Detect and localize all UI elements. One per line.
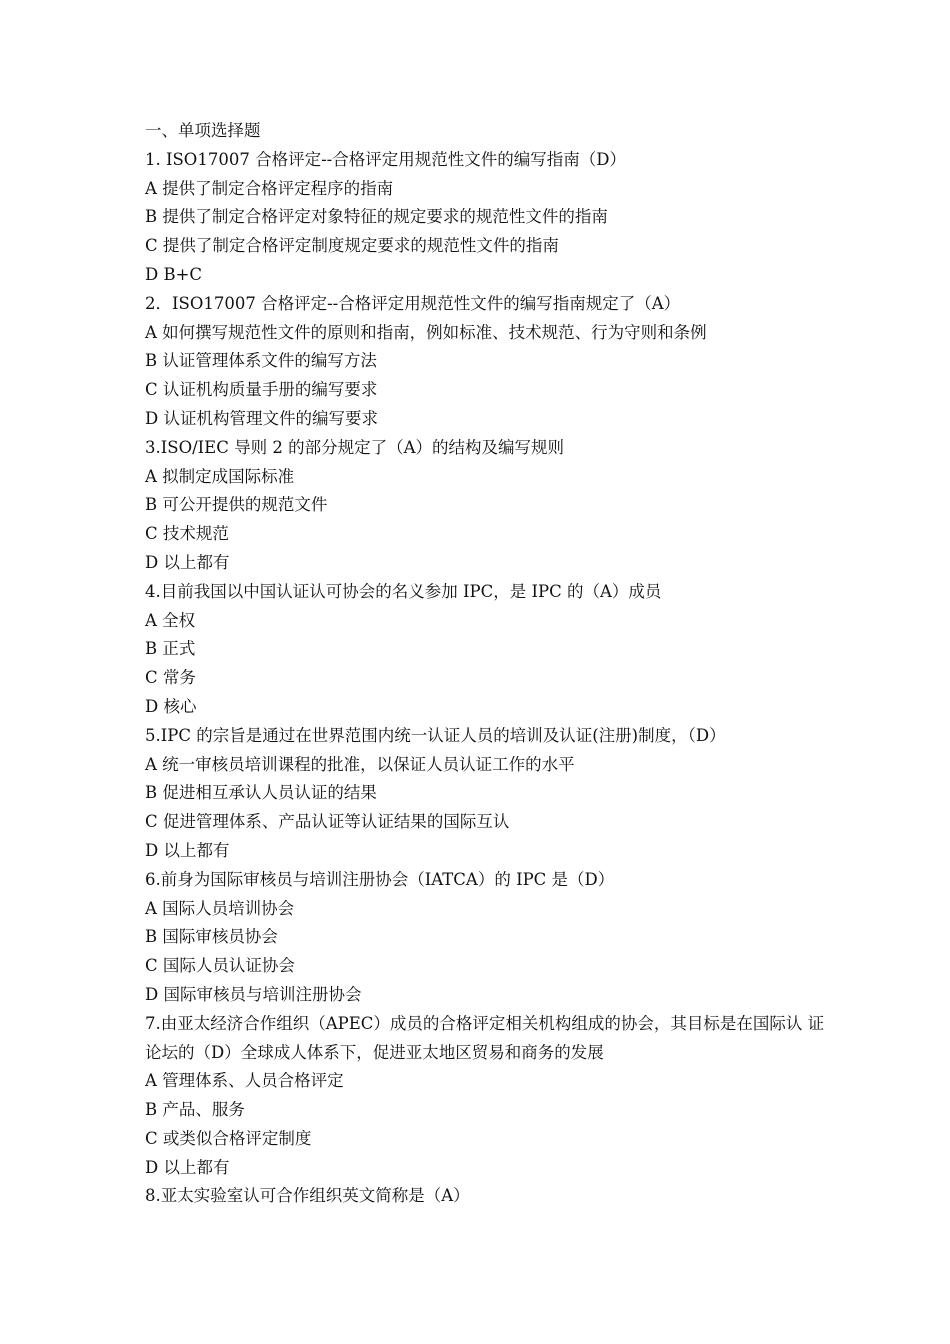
question-8 — [145, 1182, 845, 1211]
question-stem: 4.目前我国以中国认证认可协会的名义参加 IPC，是 IPC 的（A）成员 — [145, 581, 662, 601]
option-a: A 提供了制定合格评定程序的指南 — [145, 178, 394, 198]
question-2 — [145, 290, 845, 434]
option-d: D 以上都有 — [145, 840, 230, 860]
option-b: B 可公开提供的规范文件 — [145, 495, 328, 515]
option-b: B 促进相互承认人员认证的结果 — [145, 783, 377, 803]
question-stem: 3.ISO/IEC 导则 2 的部分规定了（A）的结构及编写规则 — [145, 437, 564, 457]
question-stem: 7.由亚太经济合作组织（APEC）成员的合格评定相关机构组成的协会，其目标是在国际认 证论坛的（D）全球成人体系下，促进亚太地区贸易和商务的发展 — [145, 1013, 825, 1062]
option-d: D 以上都有 — [145, 1157, 230, 1177]
question-stem: 1. ISO17007 合格评定--合格评定用规范性文件的编写指南（D） — [145, 149, 626, 169]
option-d: D 国际审核员与培训注册协会 — [145, 984, 362, 1004]
question-3 — [145, 434, 845, 578]
option-c: C 常务 — [145, 668, 196, 688]
option-c: C 技术规范 — [145, 524, 229, 544]
option-a: A 全权 — [145, 610, 196, 630]
option-d: D 认证机构管理文件的编写要求 — [145, 408, 378, 428]
option-c: C 或类似合格评定制度 — [145, 1128, 312, 1148]
option-b: B 正式 — [145, 639, 196, 659]
question-7 — [145, 1010, 845, 1183]
option-c: C 促进管理体系、产品认证等认证结果的国际互认 — [145, 812, 510, 832]
option-c: C 提供了制定合格评定制度规定要求的规范性文件的指南 — [145, 236, 559, 256]
section-title: 一、单项选择题 — [145, 121, 261, 140]
option-d: D B+C — [145, 264, 203, 284]
option-b: B 国际审核员协会 — [145, 927, 278, 947]
option-a: A 如何撰写规范性文件的原则和指南，例如标准、技术规范、行为守则和条例 — [145, 322, 707, 342]
option-b: B 提供了制定合格评定对象特征的规定要求的规范性文件的指南 — [145, 207, 608, 227]
option-b: B 产品、服务 — [145, 1100, 245, 1120]
option-a: A 国际人员培训协会 — [145, 898, 295, 918]
option-a: A 统一审核员培训课程的批准，以保证人员认证工作的水平 — [145, 754, 575, 774]
question-5 — [145, 722, 845, 866]
document-page — [145, 117, 845, 1211]
option-a: A 管理体系、人员合格评定 — [145, 1071, 344, 1091]
option-d: D 以上都有 — [145, 552, 230, 572]
question-1 — [145, 146, 845, 290]
question-stem: 2．ISO17007 合格评定--合格评定用规范性文件的编写指南规定了（A） — [145, 293, 681, 313]
question-stem: 8.亚太实验室认可合作组织英文简称是（A） — [145, 1186, 470, 1206]
option-d: D 核心 — [145, 696, 197, 716]
question-6 — [145, 866, 845, 1010]
option-a: A 拟制定成国际标准 — [145, 466, 295, 486]
question-stem: 6.前身为国际审核员与培训注册协会（IATCA）的 IPC 是（D） — [145, 869, 615, 889]
option-c: C 国际人员认证协会 — [145, 956, 295, 976]
option-c: C 认证机构质量手册的编写要求 — [145, 380, 378, 400]
question-stem: 5.IPC 的宗旨是通过在世界范围内统一认证人员的培训及认证(注册)制度，（D） — [145, 725, 726, 745]
option-b: B 认证管理体系文件的编写方法 — [145, 351, 377, 371]
question-4 — [145, 578, 845, 722]
